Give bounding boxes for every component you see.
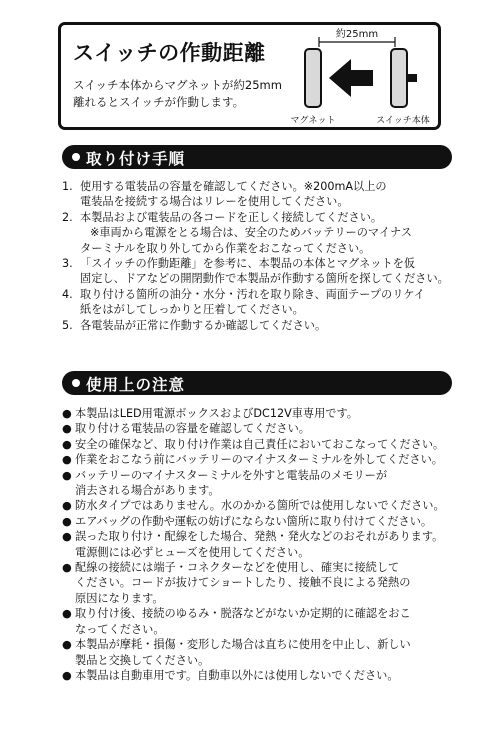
arrow-left-icon [329,59,373,97]
heading-dot-icon [72,153,80,161]
bullet-icon: ● [62,468,72,482]
switch-distance-description [73,77,293,111]
bullet-icon: ● [62,437,72,451]
switch-distance-title: スイッチの作動距離 [73,41,266,65]
step-number: 1. [62,180,73,193]
step-number: 5. [62,318,73,332]
bullet-icon: ● [62,638,72,652]
switch-distance-diagram [290,25,441,129]
caution-item [62,452,462,467]
caution-item [62,637,462,668]
caution-item [62,668,462,683]
caution-line: 製品と交換してください。 [75,653,210,667]
caution-line: バッテリーのマイナスターミナルを外すと電装品のメモリーが [75,468,388,482]
bullet-icon: ● [62,453,72,467]
install-steps-list [62,179,462,333]
caution-line: 取り付け後、接続のゆるみ・脱落などがないか定期的に確認をおこ [75,607,411,621]
step-number: 2. [62,210,73,224]
step-line: 「スイッチの作動距離」を参考に、本製品の本体とマグネットを仮 [80,257,416,271]
install-step [62,210,462,256]
bullet-icon: ● [62,499,72,513]
step-line: 固定し、ドアなどの開閉動作で本製品が作動する箇所を探してください。 [80,272,449,286]
switch-wire-icon [407,74,417,82]
install-step [62,318,462,333]
caution-item [62,514,462,529]
install-heading-label: 取り付け手順 [86,150,186,168]
caution-line: 安全の確保など、取り付け作業は自己責任においておこなってください。 [75,437,445,451]
caution-list [62,406,462,683]
install-heading [62,145,452,169]
caution-item [62,529,462,560]
switch-distance-box [58,22,441,130]
caution-line: なってください。 [75,622,165,636]
bullet-icon: ● [62,530,72,544]
step-line: ※車両から電源をとる場合は、安全のためバッテリーのマイナス [90,226,412,240]
distance-label: 約25mm [335,29,379,40]
caution-line: 本製品はLED用電源ボックスおよびDC12V車専用です。 [75,407,358,420]
install-step [62,179,462,210]
bullet-icon: ● [62,514,72,528]
caution-line: 誤った取り付け・配線をした場合、発熱・発火などのおそれがあります。 [75,530,444,544]
description-line: 離れるとスイッチが作動します。 [73,95,245,109]
bullet-icon: ● [62,668,72,682]
step-line: 取り付ける箇所の油分・水分・汚れを取り除き、両面テープのリケイ [80,287,425,301]
step-line: 各電装品が正常に作動するか確認してください。 [80,318,327,332]
caution-line: 作業をおこなう前にバッテリーのマイナスターミナルを外してください。 [75,453,443,467]
caution-line: 本製品が摩耗・損傷・変形した場合は直ちに使用を中止し、新しい [75,638,411,652]
caution-line: 原因になります。 [75,591,164,605]
step-line: 本製品および電装品の各コードを正しく接続してください。 [80,210,383,224]
caution-line: 本製品は自動車用です。自動車以外には使用しないでください。 [75,668,399,682]
bullet-icon: ● [62,407,72,420]
caution-line: 消去される場合があります。 [75,484,220,498]
magnet-label: マグネット [290,116,336,126]
caution-item [62,560,462,606]
caution-heading [62,371,452,395]
caution-line: 配線の接続には端子・コネクターなどを使用し、確実に接続して [75,561,400,575]
caution-line: 防水タイプではありません。水のかかる箇所では使用しないでください。 [75,499,445,513]
caution-item [62,606,462,637]
switch-body-label: スイッチ本体 [376,116,430,126]
caution-item [62,498,462,513]
caution-line: 電源側には必ずヒューズを使用してください。 [75,545,310,559]
step-number: 4. [62,287,73,301]
step-line: ターミナルを取り外してから作業をおこなってください。 [80,241,371,255]
step-number: 3. [62,257,73,271]
heading-dot-icon [72,379,80,387]
step-line: 紙をはがしてしっかりと圧着してください。 [80,303,304,317]
caution-heading-label: 使用上の注意 [86,376,186,394]
step-line: 使用する電装品の容量を確認してください。※200mA以上の [80,180,387,193]
bullet-icon: ● [62,607,72,621]
install-step [62,287,462,318]
caution-item [62,468,462,499]
caution-line: 取り付ける電装品の容量を確認してください。 [75,422,310,436]
bullet-icon: ● [62,561,72,575]
caution-item [62,421,462,436]
bullet-icon: ● [62,422,72,436]
step-line: 電装品を接続する場合はリレーを使用してください。 [80,195,349,209]
caution-item [62,406,462,421]
caution-item [62,437,462,452]
description-line: スイッチ本体からマグネットが約25mm [73,78,282,92]
caution-line: エアバッグの作動や運転の妨げにならない箇所に取り付けてください。 [75,514,433,528]
caution-line: ください。コードが抜けてショートしたり、接触不良による発熱の [75,576,411,590]
switch-body-icon [391,49,407,107]
install-step [62,256,462,287]
magnet-icon [305,49,321,107]
